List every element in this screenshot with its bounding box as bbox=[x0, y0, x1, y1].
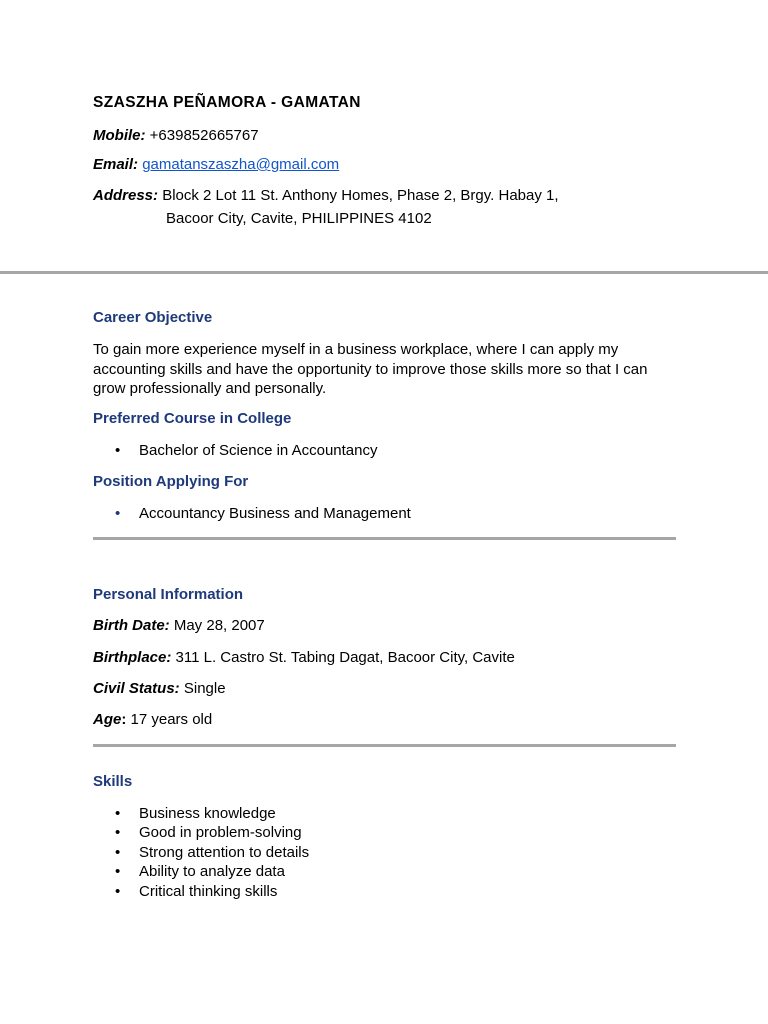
age-colon: : bbox=[121, 711, 127, 728]
age-row bbox=[93, 711, 212, 729]
resume-name: SZASZHA PEÑAMORA - GAMATAN bbox=[93, 94, 361, 111]
career-objective-text: To gain more experience myself in a business workplace, where I can apply my accounting skills and have the opportunity to improve those skills more so that I can grow professionally and personally. bbox=[93, 341, 648, 397]
email-label: Email: bbox=[93, 156, 139, 173]
bullet-icon: • bbox=[115, 824, 121, 842]
address-line-1: Block 2 Lot 11 St. Anthony Homes, Phase 2, Brgy. Habay 1, bbox=[162, 187, 559, 204]
birth-date-row bbox=[93, 617, 265, 635]
bullet-icon: • bbox=[115, 442, 121, 459]
civil-status-row bbox=[93, 680, 226, 698]
civil-status-value: Single bbox=[183, 680, 226, 697]
skill-item: Ability to analyze data bbox=[139, 863, 285, 881]
position-list bbox=[115, 504, 411, 523]
preferred-course-item: Bachelor of Science in Accountancy bbox=[139, 442, 378, 459]
address-label: Address: bbox=[93, 187, 159, 204]
bullet-icon: • bbox=[115, 505, 121, 522]
mobile-label: Mobile: bbox=[93, 127, 146, 144]
list-item bbox=[115, 843, 309, 862]
email-link[interactable]: gamatanszaszha@gmail.com bbox=[142, 156, 340, 173]
section-divider bbox=[93, 537, 676, 540]
preferred-course-heading: Preferred Course in College bbox=[93, 410, 292, 427]
bullet-icon: • bbox=[115, 882, 121, 900]
bullet-icon: • bbox=[115, 863, 121, 881]
preferred-course-list bbox=[115, 441, 377, 460]
section-divider bbox=[93, 744, 676, 747]
bullet-icon: • bbox=[115, 843, 121, 861]
skills-list bbox=[115, 804, 309, 901]
birthplace-value: 311 L. Castro St. Tabing Dagat, Bacoor City, Cavite bbox=[175, 649, 515, 666]
skill-item: Strong attention to details bbox=[139, 843, 310, 861]
bullet-icon: • bbox=[115, 805, 121, 822]
skill-item: Critical thinking skills bbox=[139, 882, 278, 900]
header-divider bbox=[0, 271, 768, 274]
address-line-2: Bacoor City, Cavite, PHILIPPINES 4102 bbox=[166, 210, 432, 227]
mobile-row bbox=[93, 127, 259, 145]
skills-heading: Skills bbox=[93, 773, 133, 790]
email-row bbox=[93, 156, 339, 174]
address-row bbox=[93, 187, 559, 205]
position-heading: Position Applying For bbox=[93, 473, 249, 490]
birthplace-label: Birthplace: bbox=[93, 649, 172, 666]
birth-date-label: Birth Date: bbox=[93, 617, 170, 634]
civil-status-label: Civil Status: bbox=[93, 680, 180, 697]
personal-info-heading: Personal Information bbox=[93, 586, 244, 603]
list-item bbox=[115, 862, 309, 881]
career-objective-heading: Career Objective bbox=[93, 309, 213, 326]
position-item: Accountancy Business and Management bbox=[139, 505, 411, 522]
age-value: 17 years old bbox=[130, 711, 213, 728]
list-item bbox=[115, 823, 309, 842]
birthplace-row bbox=[93, 649, 515, 667]
age-label: Age bbox=[93, 711, 122, 728]
list-item bbox=[115, 882, 309, 901]
list-item bbox=[115, 804, 309, 823]
skill-item: Business knowledge bbox=[139, 805, 276, 822]
birth-date-value: May 28, 2007 bbox=[173, 617, 265, 634]
list-item bbox=[115, 441, 377, 460]
skill-item: Good in problem-solving bbox=[139, 824, 302, 842]
list-item bbox=[115, 504, 411, 523]
mobile-value: +639852665767 bbox=[149, 127, 259, 144]
